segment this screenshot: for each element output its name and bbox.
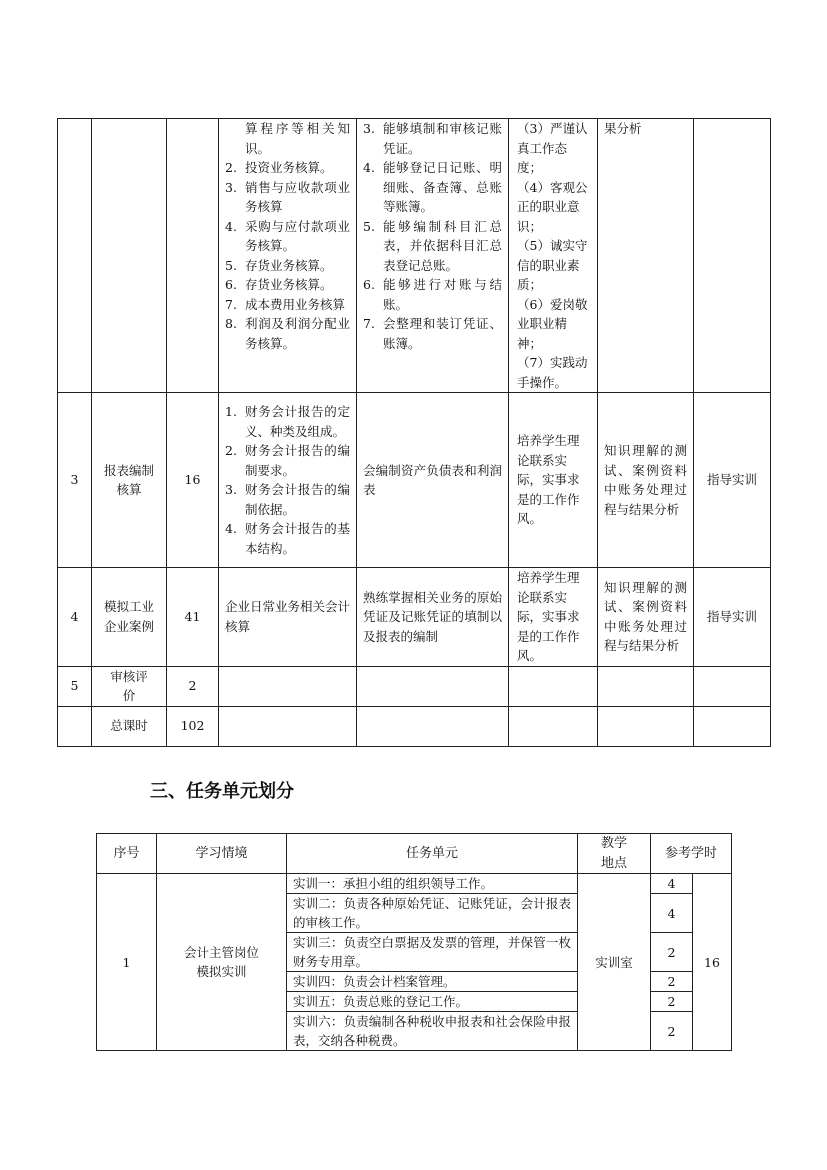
task-unit: 实训五：负责总账的登记工作。 bbox=[287, 992, 578, 1012]
knowledge-cell bbox=[219, 119, 357, 393]
method-cell: 指导实训 bbox=[694, 393, 771, 568]
ability-cell: 会编制资产负债表和利润表 bbox=[357, 393, 509, 568]
list-item: 2. 投资业务核算。 bbox=[225, 160, 333, 175]
list-item: 8. 利润及利润分配业务核算。 bbox=[225, 316, 350, 351]
unit-name: 审核评价 bbox=[92, 666, 167, 706]
quality-item: （5）诚实守信的职业素质； bbox=[517, 238, 588, 292]
task-unit: 实训四：负责会计档案管理。 bbox=[287, 972, 578, 992]
ability-cell bbox=[357, 119, 509, 393]
ability-cell: 熟练掌握相关业务的原始凭证及记账凭证的填制以及报表的编制 bbox=[357, 568, 509, 667]
total-label: 总课时 bbox=[92, 706, 167, 746]
list-item: 1. 财务会计报告的定义、种类及组成。 bbox=[225, 404, 350, 439]
list-item: 3. 销售与应收款项业务核算 bbox=[225, 179, 350, 214]
hours-cell: 2 bbox=[167, 666, 219, 706]
task-hours: 2 bbox=[651, 933, 693, 972]
list-item: 2. 财务会计报告的编制要求。 bbox=[225, 443, 350, 478]
quality-cell bbox=[509, 119, 598, 393]
task-hours: 4 bbox=[651, 894, 693, 933]
list-item: 4. 采购与应付款项业务核算。 bbox=[225, 218, 350, 253]
table-row bbox=[97, 874, 732, 894]
row-number: 4 bbox=[58, 568, 92, 667]
hours-cell: 16 bbox=[167, 393, 219, 568]
quality-cell: 培养学生理论联系实际，实事求是的工作作风。 bbox=[509, 393, 598, 568]
task-hours: 2 bbox=[651, 1012, 693, 1051]
row-number: 5 bbox=[58, 666, 92, 706]
list-item: 3. 能够填制和审核记账凭证。 bbox=[363, 121, 502, 156]
list-item: 4. 财务会计报告的基本结构。 bbox=[225, 521, 350, 556]
course-content-table bbox=[57, 118, 771, 747]
quality-cell: 培养学生理论联系实际，实事求是的工作作风。 bbox=[509, 568, 598, 667]
knowledge-cell: 企业日常业务相关会计核算 bbox=[219, 568, 357, 667]
list-item: 6. 存货业务核算。 bbox=[225, 277, 333, 292]
task-unit-table bbox=[96, 833, 732, 1051]
total-hours: 102 bbox=[167, 706, 219, 746]
scenario-cell: 会计主管岗位模拟实训 bbox=[157, 874, 287, 1051]
table-header-row bbox=[97, 834, 732, 874]
list-item: 3. 财务会计报告的编制依据。 bbox=[225, 482, 350, 517]
quality-item: （4）客观公正的职业意识； bbox=[517, 179, 588, 234]
row-number: 3 bbox=[58, 393, 92, 568]
assessment-cell: 知识理解的测试、案例资料中账务处理过程与结果分析 bbox=[598, 568, 694, 667]
knowledge-list bbox=[219, 402, 356, 558]
header-hours: 参考学时 bbox=[651, 834, 732, 874]
list-item: 6. 能够进行对账与结账。 bbox=[363, 277, 502, 312]
task-hours: 4 bbox=[651, 874, 693, 894]
task-unit: 实训一：承担小组的组织领导工作。 bbox=[287, 874, 578, 894]
table-row bbox=[58, 393, 771, 568]
method-cell: 指导实训 bbox=[694, 568, 771, 667]
knowledge-cell bbox=[219, 393, 357, 568]
knowledge-list bbox=[219, 119, 356, 353]
section-title: 三、任务单元划分 bbox=[150, 781, 294, 802]
list-item: 5. 存货业务核算。 bbox=[225, 257, 333, 273]
table-row bbox=[58, 666, 771, 706]
assessment-cell: 知识理解的测试、案例资料中账务处理过程与结果分析 bbox=[598, 393, 694, 568]
assessment-cell: 果分析 bbox=[598, 119, 694, 393]
total-hours: 16 bbox=[693, 874, 732, 1051]
header-scenario: 学习情境 bbox=[157, 834, 287, 874]
list-item: 7. 会整理和装订凭证、账簿。 bbox=[363, 316, 502, 351]
task-unit: 实训三：负责空白票据及发票的管理，并保管一枚财务专用章。 bbox=[287, 933, 578, 972]
list-item: 7. 成本费用业务核算 bbox=[225, 296, 346, 312]
place-cell: 实训室 bbox=[578, 874, 651, 1051]
hours-cell: 41 bbox=[167, 568, 219, 667]
quality-item: （7）实践动手操作。 bbox=[517, 355, 588, 390]
task-hours: 2 bbox=[651, 972, 693, 992]
list-item: 5. 能够编制科目汇总表，并依据科目汇总表登记总账。 bbox=[363, 218, 502, 273]
task-unit: 实训二：负责各种原始凭证、记账凭证，会计报表的审核工作。 bbox=[287, 894, 578, 933]
unit-name: 报表编制核算 bbox=[92, 393, 167, 568]
table-row bbox=[58, 119, 771, 393]
list-item: 4. 能够登记日记账、明细账、备查簿、总账等账簿。 bbox=[363, 160, 502, 214]
quality-item: （6）爱岗敬业职业精神； bbox=[517, 296, 588, 351]
quality-item: （3）严谨认真工作态度； bbox=[517, 121, 588, 175]
list-item: 算程序等相关知识。 bbox=[245, 121, 350, 156]
table-row bbox=[58, 568, 771, 667]
header-no: 序号 bbox=[97, 834, 157, 874]
ability-list bbox=[357, 119, 508, 353]
header-task: 任务单元 bbox=[287, 834, 578, 874]
task-hours: 2 bbox=[651, 992, 693, 1012]
row-number: 1 bbox=[97, 874, 157, 1051]
unit-name: 模拟工业企业案例 bbox=[92, 568, 167, 667]
table-row bbox=[58, 706, 771, 746]
header-place: 教学地点 bbox=[578, 834, 651, 874]
task-unit: 实训六：负责编制各种税收申报表和社会保险申报表，交纳各种税费。 bbox=[287, 1012, 578, 1051]
